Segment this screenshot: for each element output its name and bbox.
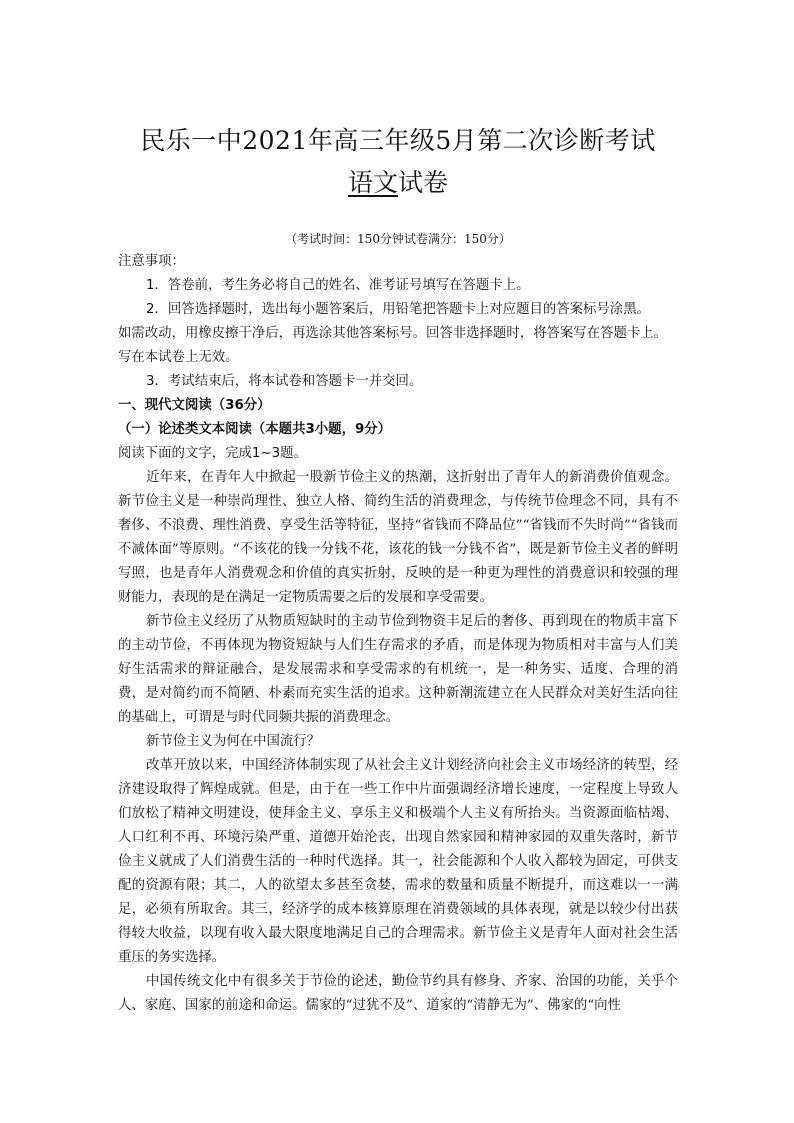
passage-paragraph-2: 新节俭主义经历了从物质短缺时的主动节俭到物资丰足后的奢侈、再到现在的物质丰富下的主动节俭，不再体现为物资短缺与人们生存需求的矛盾，而是体现为物质相对丰富与人们美好生活需求的辩证融合，是发展需求和享受需求的有机统一，是一种务实、适度、合理的消费，是对简约而不简陋、朴素而充实生活的追求。这种新潮流建立在人民群众对美好生活向往的基础上，可谓是与时代同频共振的消费理念。 (118, 614, 678, 725)
passage-paragraph-4: 改革开放以来，中国经济体制实现了从社会主义计划经济向社会主义市场经济的转型，经济建设取得了辉煌成就。但是，由于在一些工作中片面强调经济增长速度，一定程度上导致人们放松了精神文明建设，使拜金主义、享乐主义和极端个人主义有所抬头。当资源面临枯竭、人口红利不再、环境污染严重、道德开始沦丧，出现自然家园和精神家园的双重失落时，新节俭主义就成了人们消费生活的一种时代选择。其一，社会能源和个人收入都较为固定，可供支配的资源有限；其二，人的欲望太多甚至贪婪，需求的数量和质量不断提升，而这难以一一满足，必须有所取舍。其三，经济学的成本核算原理在消费领域的具体表现，就是以较少付出获得较大收益，以现有收入最大限度地满足自己的合理需求。新节俭主义是青年人面对社会生活重压的务实选择。 (118, 758, 678, 965)
subsection-1-heading: （一）论述类文本阅读（本题共3小题，9分） (118, 422, 392, 437)
note-item-2-line-1: 2．回答选择题时，选出每小题答案后，用铅笔把答题卡上对应题目的答案标号涂黑。 (146, 302, 650, 317)
reading-instruction: 阅读下面的文字，完成1~3题。 (118, 446, 307, 461)
exam-subtitle (118, 164, 678, 202)
part-1-heading: 一、现代文阅读（36分） (118, 398, 271, 413)
page-content (118, 122, 678, 1018)
subtitle-rest: 试卷 (398, 168, 449, 197)
notes-heading: 注意事项： (118, 254, 185, 269)
subject-name: 语文 (347, 168, 398, 197)
note-item-1: 1．答卷前，考生务必将自己的姓名、准考证号填写在答题卡上。 (146, 278, 530, 293)
reading-passage (118, 466, 678, 1018)
note-item-3: 3．考试结束后，将本试卷和答题卡一并交回。 (146, 374, 423, 389)
exam-title: 民乐一中2021年高三年级5月第二次诊断考试 (140, 126, 656, 155)
note-item-2-line-3: 写在本试卷上无效。 (118, 350, 239, 365)
passage-paragraph-1: 近年来，在青年人中掀起一股新节俭主义的热潮，这折射出了青年人的新消费价值观念。新节俭主义是一种崇尚理性、独立人格、简约生活的消费理念，与传统节俭理念不同，具有不奢侈、不浪费、理性消费、享受生活等特征，坚持“省钱而不降品位”“省钱而不失时尚”“省钱而不减体面”等原则。“不该花的钱一分钱不花，该花的钱一分钱不省”，既是新节俭主义者的鲜明写照，也是青年人消费观念和价值的真实折射，反映的是一种更为理性的消费意识和较强的理财能力，表现的是在满足一定物质需要之后的发展和享受需要。 (118, 470, 678, 605)
note-item-2-line-2: 如需改动，用橡皮擦干净后，再选涂其他答案标号。回答非选择题时，将答案写在答题卡上。 (118, 326, 668, 341)
passage-paragraph-3: 新节俭主义为何在中国流行？ (146, 734, 321, 749)
passage-paragraph-5: 中国传统文化中有很多关于节俭的论述，勤俭节约具有修身、齐家、治国的功能，关乎个人、家庭、国家的前途和命运。儒家的“过犹不及”、道家的“清静无为”、佛家的“向性 (118, 974, 678, 1013)
exam-info: （考试时间：150分钟试卷满分：150分） (285, 232, 511, 246)
notes-block (118, 250, 678, 394)
